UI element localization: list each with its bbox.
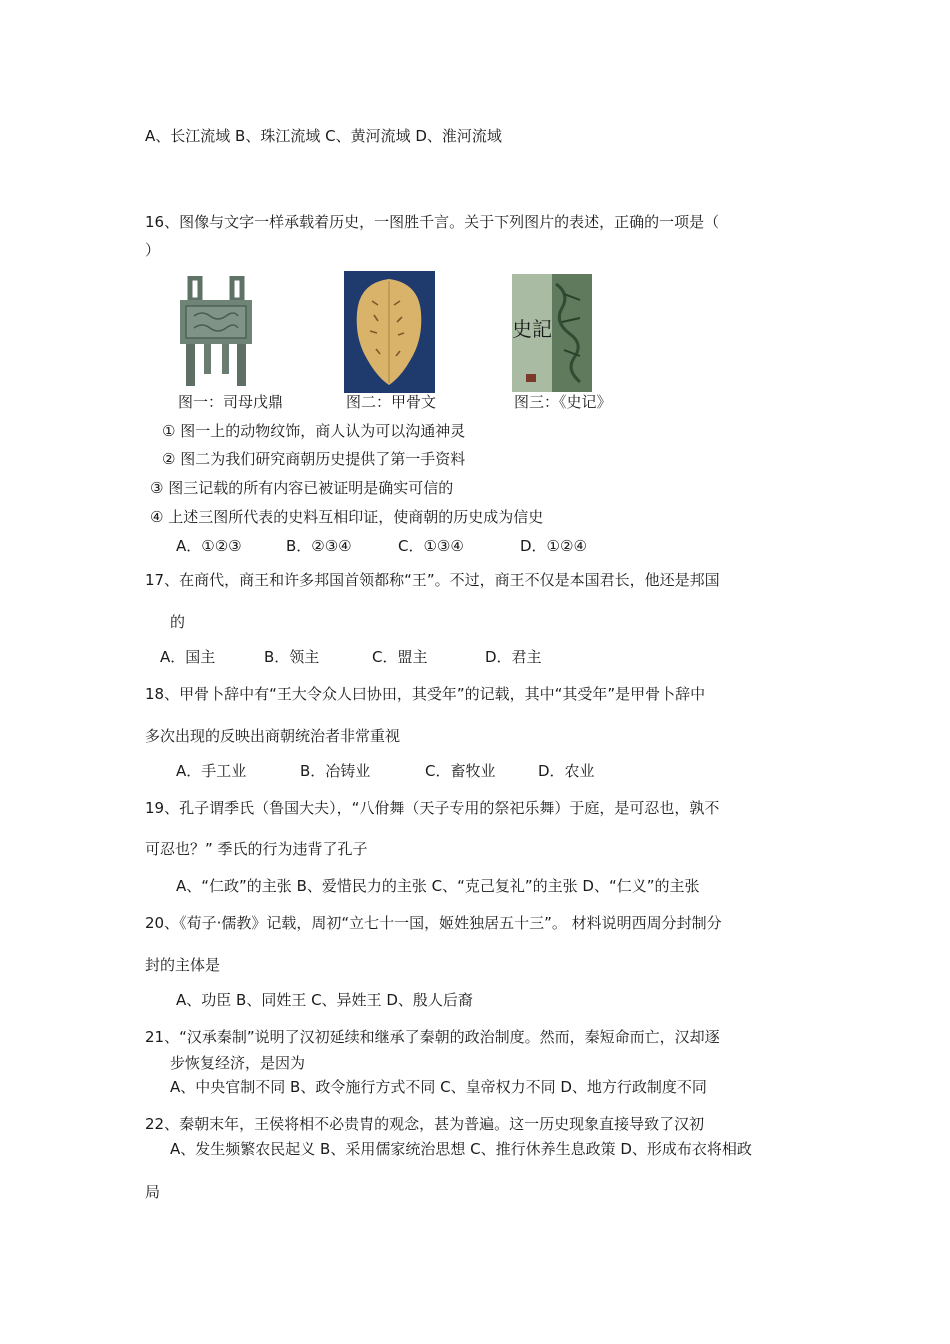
q18-stem-line2: 多次出现的反映出商朝统治者非常重视 — [145, 727, 401, 745]
oracle-bone-image — [344, 271, 435, 393]
q17-stem-line1: 17、在商代，商王和许多邦国首领都称“王”。不过，商王不仅是本国君长，他还是邦国 — [145, 571, 720, 589]
q20-options: A、功臣 B、同姓王 C、异姓王 D、殷人后裔 — [176, 991, 473, 1009]
q22-stem-line1: 22、秦朝末年，王侯将相不必贵胄的观念，甚为普遍。这一历史现象直接导致了汉初 — [145, 1115, 705, 1133]
shiji-book-image — [512, 274, 592, 392]
q20-stem-line2: 封的主体是 — [145, 956, 221, 974]
q22-options-line1: A、发生频繁农民起义 B、采用儒家统治思想 C、推行休养生息政策 D、形成布衣将相政 — [170, 1140, 752, 1158]
fig2-caption: 图二：甲骨文 — [346, 393, 437, 411]
fig3-caption: 图三：《史记》 — [514, 393, 612, 411]
q19-stem-line2: 可忍也？” 季氏的行为违背了孔子 — [145, 840, 368, 858]
q16-stem-line2: ） — [145, 241, 161, 259]
q16-option-d: D．①②④ — [520, 537, 587, 555]
q17-option-a: A．国主 — [160, 648, 216, 666]
q16-statement-2: ② 图二为我们研究商朝历史提供了第一手资料 — [162, 450, 466, 468]
fig1-caption: 图一：司母戊鼎 — [178, 393, 284, 411]
q16-stem-line1: 16、图像与文字一样承载着历史，一图胜千言。关于下列图片的表述，正确的一项是（ — [145, 213, 720, 231]
q21-stem-line2: 步恢复经济，是因为 — [170, 1054, 306, 1072]
q16-option-a: A．①②③ — [176, 537, 242, 555]
q19-options: A、“仁政”的主张 B、爱惜民力的主张 C、“克己复礼”的主张 D、“仁义”的主张 — [176, 877, 700, 895]
q16-option-c: C．①③④ — [398, 537, 464, 555]
q17-option-b: B．领主 — [264, 648, 320, 666]
q17-option-d: D．君主 — [485, 648, 542, 666]
q18-option-d: D．农业 — [538, 762, 595, 780]
q18-stem-line1: 18、甲骨卜辞中有“王大令众人曰协田，其受年”的记载，其中“其受年”是甲骨卜辞中 — [145, 685, 706, 703]
q17-stem-line2: 的 — [170, 613, 186, 631]
q16-option-b: B．②③④ — [286, 537, 352, 555]
q17-option-c: C．盟主 — [372, 648, 428, 666]
q22-options-line2: 局 — [145, 1183, 161, 1201]
q21-options: A、中央官制不同 B、政令施行方式不同 C、皇帝权力不同 D、地方行政制度不同 — [170, 1078, 707, 1096]
q16-statement-3: ③ 图三记载的所有内容已被证明是确实可信的 — [150, 479, 454, 497]
q20-stem-line1: 20、《荀子·儒教》记载，周初“立七十一国，姬姓独居五十三”。 材料说明西周分封制分 — [145, 914, 722, 932]
book-title-text: 史記 — [512, 317, 552, 341]
q19-stem-line1: 19、孔子谓季氏（鲁国大夫），“八佾舞（天子专用的祭祀乐舞）于庭，是可忍也，孰不 — [145, 799, 720, 817]
q15-options: A、长江流域 B、珠江流域 C、黄河流域 D、淮河流域 — [145, 127, 502, 145]
q18-option-c: C．畜牧业 — [425, 762, 496, 780]
q16-statement-4: ④ 上述三图所代表的史料互相印证，使商朝的历史成为信史 — [150, 508, 544, 526]
q18-option-a: A．手工业 — [176, 762, 247, 780]
q21-stem-line1: 21、“汉承秦制”说明了汉初延续和继承了秦朝的政治制度。然而，秦短命而亡，汉却逐 — [145, 1028, 720, 1046]
q16-statement-1: ① 图一上的动物纹饰，商人认为可以沟通神灵 — [162, 422, 466, 440]
simuwu-ding-image — [176, 276, 256, 390]
q18-option-b: B．冶铸业 — [300, 762, 371, 780]
